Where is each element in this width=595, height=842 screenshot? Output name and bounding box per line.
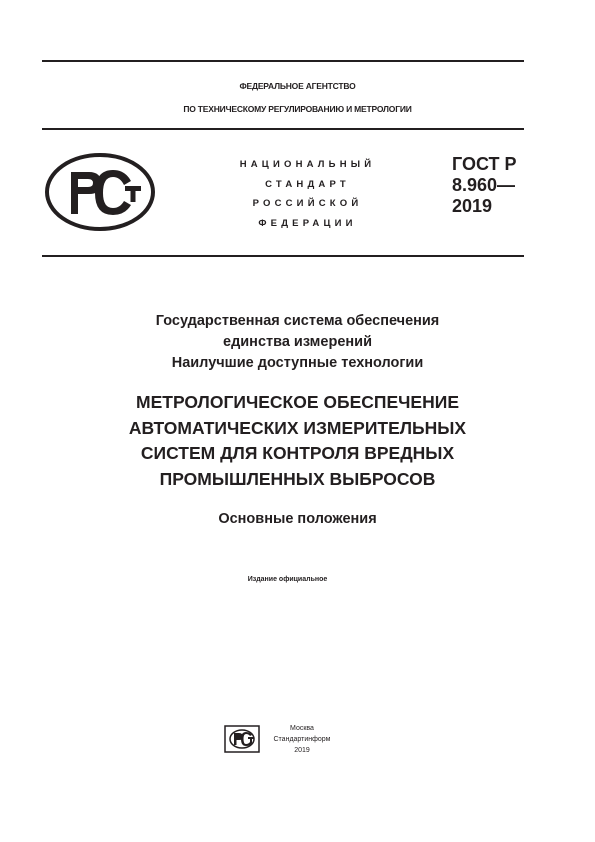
standartinform-logo-icon <box>224 725 264 755</box>
subtitle-line-1: Государственная система обеспечения <box>155 313 440 329</box>
title-line-3: СИСТЕМ ДЛЯ КОНТРОЛЯ ВРЕДНЫХ <box>140 443 455 463</box>
title-line-1: МЕТРОЛОГИЧЕСКОЕ ОБЕСПЕЧЕНИЕ <box>136 392 459 412</box>
standard-type-line-4: ФЕДЕРАЦИИ <box>258 217 357 229</box>
section-title: Основные положения <box>218 511 377 527</box>
top-rule <box>42 60 524 62</box>
publisher-block <box>262 723 342 756</box>
title-line-4: ПРОМЫШЛЕННЫХ ВЫБРОСОВ <box>159 468 436 489</box>
standard-type-line-1: НАЦИОНАЛЬНЫЙ <box>239 159 376 170</box>
publisher-year: 2019 <box>294 747 310 754</box>
document-title <box>0 390 595 492</box>
standard-type <box>220 155 395 233</box>
rst-logo-icon <box>45 152 155 232</box>
designation-line-1: ГОСТ Р <box>452 154 517 174</box>
standard-type-line-2: СТАНДАРТ <box>265 178 350 190</box>
standard-type-line-3: РОССИЙСКОЙ <box>252 198 363 209</box>
subtitle-line-2: единства измерений <box>223 334 372 350</box>
designation-line-3: 2019 <box>452 196 493 216</box>
publisher-name: Стандартинформ <box>273 736 331 743</box>
agency-line-1: ФЕДЕРАЛЬНОЕ АГЕНТСТВО <box>239 81 356 91</box>
designation-line-2: 8.960— <box>452 175 516 195</box>
standard-rule <box>42 255 524 257</box>
publisher-city: Москва <box>290 725 314 732</box>
agency-line-2: ПО ТЕХНИЧЕСКОМУ РЕГУЛИРОВАНИЮ И МЕТРОЛОГИИ <box>183 104 412 114</box>
standard-designation <box>452 154 517 217</box>
title-line-2: АВТОМАТИЧЕСКИХ ИЗМЕРИТЕЛЬНЫХ <box>128 417 467 438</box>
header-rule <box>42 128 524 130</box>
subtitle-line-3: Наилучшие доступные технологии <box>171 355 424 371</box>
edition-note: Издание официальное <box>247 576 328 583</box>
